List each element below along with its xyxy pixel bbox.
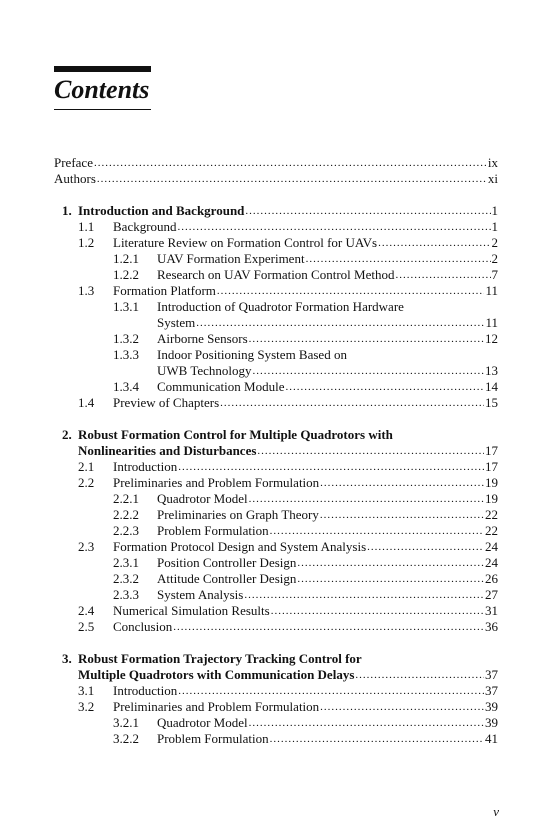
leader-dots bbox=[97, 171, 487, 187]
toc-section bbox=[113, 603, 498, 619]
toc-entry-title: Numerical Simulation Results bbox=[113, 603, 270, 618]
leader-dots bbox=[217, 283, 485, 299]
toc-subsection bbox=[157, 491, 498, 507]
leader-dots bbox=[220, 395, 484, 411]
toc-entry-title: Preliminaries and Problem Formulation bbox=[113, 475, 320, 490]
toc-entry-page: 24 bbox=[485, 555, 498, 570]
toc-entry-title-line: Introduction of Quadrotor Formation Hardware bbox=[157, 299, 404, 314]
toc-entry-number: 3. bbox=[62, 651, 72, 666]
toc-entry-page: 1 bbox=[491, 203, 498, 218]
toc-entry-page: 15 bbox=[485, 395, 498, 410]
toc-entry-page: 22 bbox=[485, 523, 498, 538]
leader-dots bbox=[249, 331, 484, 347]
toc-subsection bbox=[157, 523, 498, 539]
toc-entry-number: 3.1 bbox=[78, 683, 95, 698]
toc-entry-title: Research on UAV Formation Control Method bbox=[157, 267, 395, 282]
toc-entry-page: 17 bbox=[485, 443, 498, 458]
toc-entry-number: 1.2 bbox=[78, 235, 95, 250]
toc-entry-title: Formation Platform bbox=[113, 283, 216, 298]
leader-dots bbox=[249, 491, 484, 507]
toc-section bbox=[113, 619, 498, 635]
toc-entry-title: UAV Formation Experiment bbox=[157, 251, 305, 266]
toc-entry-page: 19 bbox=[485, 491, 498, 506]
toc-entry-title: Formation Protocol Design and System Analysis bbox=[113, 539, 367, 554]
toc-entry-number: 2.3.3 bbox=[113, 587, 139, 602]
toc-entry-page: 36 bbox=[485, 619, 498, 634]
toc-subsection bbox=[157, 315, 498, 331]
toc-subsection bbox=[157, 331, 498, 347]
leader-dots bbox=[378, 235, 490, 251]
toc-entry-number: 1.4 bbox=[78, 395, 95, 410]
toc-entry-title: Literature Review on Formation Control for UAVs bbox=[113, 235, 378, 250]
toc-subsection bbox=[157, 363, 498, 379]
toc-entry-title: Attitude Controller Design bbox=[157, 571, 297, 586]
toc-section bbox=[113, 683, 498, 699]
toc-entry-page: 27 bbox=[485, 587, 498, 602]
toc-entry-number: 2.2 bbox=[78, 475, 95, 490]
leader-dots bbox=[257, 443, 484, 459]
leader-dots bbox=[271, 603, 484, 619]
toc-entry-title: Communication Module bbox=[157, 379, 285, 394]
toc-entry-title: Preliminaries and Problem Formulation bbox=[113, 699, 320, 714]
toc-entry-number: 1.3.4 bbox=[113, 379, 139, 394]
toc-entry-page: 26 bbox=[485, 571, 498, 586]
toc-subsection bbox=[157, 715, 498, 731]
toc-entry-page: 17 bbox=[485, 459, 498, 474]
toc-entry-title: Introduction bbox=[113, 459, 178, 474]
toc-front-matter bbox=[54, 155, 498, 171]
toc-chapter bbox=[78, 443, 498, 459]
leader-dots bbox=[196, 315, 484, 331]
leader-dots bbox=[285, 379, 484, 395]
toc-entry-number: 1. bbox=[62, 203, 72, 218]
toc-entry-page: 19 bbox=[485, 475, 498, 490]
toc-entry-page: 41 bbox=[485, 731, 498, 746]
toc-entry-title: Airborne Sensors bbox=[157, 331, 248, 346]
toc-section bbox=[113, 219, 498, 235]
toc-entry-page: 11 bbox=[485, 315, 498, 330]
toc-entry-number: 1.2.1 bbox=[113, 251, 139, 266]
page-number: v bbox=[493, 804, 499, 819]
toc-entry-number: 3.2.2 bbox=[113, 731, 139, 746]
leader-dots bbox=[249, 715, 484, 731]
toc-entry-page: 12 bbox=[485, 331, 498, 346]
toc-entry-number: 2.5 bbox=[78, 619, 95, 634]
toc-entry-number: 1.3 bbox=[78, 283, 95, 298]
toc-entry-title-line: Robust Formation Control for Multiple Quadrotors with bbox=[78, 427, 393, 442]
toc-section bbox=[113, 539, 498, 555]
leader-dots bbox=[270, 731, 484, 747]
toc-front-matter bbox=[54, 171, 498, 187]
toc-entry-title: Background bbox=[113, 219, 177, 234]
toc-subsection bbox=[157, 587, 498, 603]
toc-entry-title: System bbox=[157, 315, 196, 330]
toc-entry-page: 14 bbox=[485, 379, 498, 394]
toc-entry-title: Quadrotor Model bbox=[157, 715, 248, 730]
toc-entry-title: Position Controller Design bbox=[157, 555, 297, 570]
toc-entry-number: 2.3.2 bbox=[113, 571, 139, 586]
leader-dots bbox=[367, 539, 484, 555]
toc-chapter bbox=[78, 203, 498, 219]
toc-entry-page: 2 bbox=[491, 251, 498, 266]
leader-dots bbox=[245, 203, 490, 219]
toc-entry-page: 39 bbox=[485, 699, 498, 714]
leader-dots bbox=[94, 155, 487, 171]
toc-entry-number: 2.4 bbox=[78, 603, 95, 618]
leader-dots bbox=[173, 619, 484, 635]
leader-dots bbox=[320, 699, 484, 715]
toc-section bbox=[113, 235, 498, 251]
toc-entry-number: 2.2.2 bbox=[113, 507, 139, 522]
toc-entry-number: 1.3.3 bbox=[113, 347, 139, 362]
leader-dots bbox=[178, 219, 491, 235]
toc-entry-title: Problem Formulation bbox=[157, 731, 269, 746]
toc-section bbox=[113, 459, 498, 475]
toc-subsection bbox=[157, 571, 498, 587]
toc-entry-number: 2.3.1 bbox=[113, 555, 139, 570]
toc-entry-title: Introduction bbox=[113, 683, 178, 698]
toc-subsection bbox=[157, 251, 498, 267]
toc-entry-title: Multiple Quadrotors with Communication Delays bbox=[78, 667, 355, 682]
toc-entry-title: Introduction and Background bbox=[78, 203, 245, 218]
toc-entry-page: 2 bbox=[491, 235, 498, 250]
toc-entry-page: 1 bbox=[491, 219, 498, 234]
toc-entry-number: 1.3.1 bbox=[113, 299, 139, 314]
toc-entry-title: Quadrotor Model bbox=[157, 491, 248, 506]
toc-entry-page: 39 bbox=[485, 715, 498, 730]
toc-section bbox=[113, 699, 498, 715]
toc-entry-title: Preface bbox=[54, 155, 93, 170]
toc-entry-number: 2.3 bbox=[78, 539, 95, 554]
toc-section bbox=[113, 283, 498, 299]
toc-subsection bbox=[157, 555, 498, 571]
leader-dots bbox=[320, 507, 484, 523]
toc-entry-title: Preliminaries on Graph Theory bbox=[157, 507, 319, 522]
toc-entry-title: Nonlinearities and Disturbances bbox=[78, 443, 257, 458]
leader-dots bbox=[253, 363, 484, 379]
toc-entry-page: 7 bbox=[491, 267, 498, 282]
toc-entry-page: 37 bbox=[485, 683, 498, 698]
toc-entry-title: Conclusion bbox=[113, 619, 173, 634]
leader-dots bbox=[320, 475, 484, 491]
toc-entry-page: ix bbox=[487, 155, 498, 170]
toc-entry-title-line: Indoor Positioning System Based on bbox=[157, 347, 347, 362]
toc-entry-title: Problem Formulation bbox=[157, 523, 269, 538]
toc-entry-page: 13 bbox=[485, 363, 498, 378]
toc-entry-number: 3.2 bbox=[78, 699, 95, 714]
leader-dots bbox=[306, 251, 491, 267]
toc-entry-number: 2.2.3 bbox=[113, 523, 139, 538]
leader-dots bbox=[244, 587, 484, 603]
toc-entry-page: xi bbox=[487, 171, 498, 186]
toc-entry-title: UWB Technology bbox=[157, 363, 252, 378]
toc-entry-number: 2.1 bbox=[78, 459, 95, 474]
toc-subsection bbox=[157, 507, 498, 523]
leader-dots bbox=[270, 523, 484, 539]
toc-entry-number: 1.2.2 bbox=[113, 267, 139, 282]
leader-dots bbox=[297, 555, 484, 571]
leader-dots bbox=[355, 667, 484, 683]
toc-entry-page: 11 bbox=[485, 283, 498, 298]
toc-subsection bbox=[157, 267, 498, 283]
toc-entry-page: 24 bbox=[485, 539, 498, 554]
leader-dots bbox=[178, 459, 484, 475]
leader-dots bbox=[178, 683, 484, 699]
toc-entry-title: System Analysis bbox=[157, 587, 244, 602]
toc-entry-number: 1.1 bbox=[78, 219, 95, 234]
toc-section bbox=[113, 395, 498, 411]
page-title: Contents bbox=[54, 75, 150, 104]
toc-entry-number: 3.2.1 bbox=[113, 715, 139, 730]
toc-entry-page: 31 bbox=[485, 603, 498, 618]
toc-entry-page: 22 bbox=[485, 507, 498, 522]
toc-entry-title: Authors bbox=[54, 171, 96, 186]
toc-chapter bbox=[78, 667, 498, 683]
toc-entry-number: 1.3.2 bbox=[113, 331, 139, 346]
leader-dots bbox=[297, 571, 484, 587]
toc-entry-number: 2. bbox=[62, 427, 72, 442]
toc-subsection bbox=[157, 379, 498, 395]
toc-section bbox=[113, 475, 498, 491]
toc-entry-title-line: Robust Formation Trajectory Tracking Control for bbox=[78, 651, 362, 666]
toc-entry-page: 37 bbox=[485, 667, 498, 682]
toc-subsection bbox=[157, 731, 498, 747]
leader-dots bbox=[395, 267, 490, 283]
toc-entry-number: 2.2.1 bbox=[113, 491, 139, 506]
toc-entry-title: Preview of Chapters bbox=[113, 395, 220, 410]
